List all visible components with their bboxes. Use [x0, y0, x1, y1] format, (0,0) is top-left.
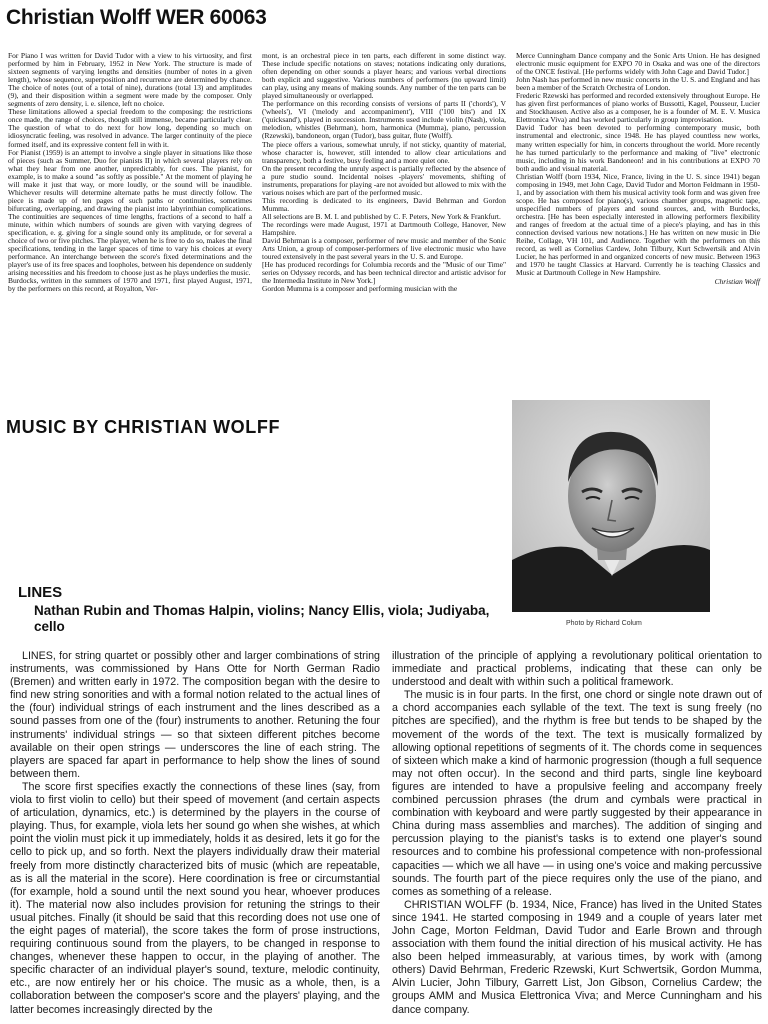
photo-credit: Photo by Richard Colum	[566, 620, 642, 627]
paragraph: For Piano I was written for David Tudor with a view to his virtuosity, and first performed by him in February, 1952 in New York. The structure is made of sixteen segments of varying lengths and densities (number of notes in a given length), whose sequence, superposition and recurrence are determined by chance. The choice of notes (out of a total of nine), durations (total 13) and amplitudes (9), and their disposition within a segment were made by the composer. Only segments of zero density, i. e. silence, left no choice.	[8, 51, 252, 109]
paragraph: Merce Cunningham Dance company and the Sonic Arts Union. He has designed electronic music equipment for EXPO 70 in Osaka and was one of the directors of the ONCE festival. [He performs widely with John Cage and David Tudor.]	[516, 51, 760, 77]
paragraph: [He has produced recordings for Columbia records and the "Music of our Time" series on Odyssey records, and has been technical director and artistic advisor for the Intermedia Institute in New York.]	[262, 260, 506, 286]
paragraph: The recordings were made August, 1971 at Dartmouth College, Hanover, New Hampshire.	[262, 219, 506, 238]
paragraph: The music is in four parts. In the first, one chord or single note drawn out of a chord accompanies each syllable of the text. The text is sung freely (no pitches are specified), and the rhythm is free but tends to be shaped by the movement of the words of the text. The text is musically formalized by allowing optional repetitions of segments of it. The chords come in sequences of sixteen which make a kind of harmonic progression (though a full sequence may not often occur). In the second and third parts, single line keyboard figures are intended to have a propulsive feeling and accompany freely combined percussion phrases (the drum and cymbals were practical in combination with keyboard and were partly suggested by their appearance in China during mass assemblies and marches). The addition of singing and percussion playing to the pianist's tasks is to extend one player's sound resources and to combine his professional competence with non-professional capacities — which we all have — in using one's voice and making percussive sounds. The fourth part of the piece requires only the use of the piano, and comes as something of a release.	[392, 689, 762, 898]
paragraph: mont, is an orchestral piece in ten parts, each different in some distinct way. These include specific notations on staves; notations indicating only durations, often depending on other sounds a player hears; and various verbal directions both explicit and suggestive. Various numbers of performers (no upward limit) can play, using any means of making sounds. Any number of the ten parts can be played simultaneously or overlapped.	[262, 51, 506, 101]
paragraph: The score first specifies exactly the connections of these lines (say, from viola to first violin to cello) but their speed of movement (and certain aspects of articulation, dynamics, etc.) is determined by the players in the course of playing. Thus, for example, viola lets her sound go when she wishes, at which point the violin must pick it up immediately, holds it as desired, lets it go for the cello to pick up, and so forth. Next the players individually draw their material freely from more distinctly characterized bits of music (which are repeatable, as is all the material in the score). Here coordination is free or circumstantial (for example, hold a sound until the next sound you hear, whoever produces it). The material now also includes provision for retuning the strings to their usual pitches. Finally (it should be said that this recording does not use one of the eight pages of material), the score takes the form of prose instructions, requiring continuous sound from the players, to be changed in response to changes, whenever these happen to occur, in the playing of another. The specific character of an individual player's sound, texture, melodic continuity, etc., are now entirely her or his choice. The music as a whole, then, is a collaboration between the composer's score and the players' playing, and the latter becomes increasingly directed by the	[10, 780, 380, 1016]
lines-notes-left-column	[10, 650, 380, 1024]
paragraph: All selections are B. M. I. and published by C. F. Peters, New York & Frankfurt.	[262, 211, 501, 221]
paragraph: illustration of the principle of applying a revolutionary political orientation to immediate and practical problems, indicating that these can only be understood and dealt with within such a political framework.	[392, 650, 762, 689]
liner-notes-column-3	[516, 52, 760, 286]
liner-notes-column-2	[262, 52, 506, 293]
paragraph: LINES, for string quartet or possibly other and larger combinations of string instruments, was commissioned by Hans Otte for North German Radio (Bremen) and written early in 1972. The composition began with the desire to find new string sonorities and with a formal notion related to the actual lines of the (four) individual strings of each instrument and the lines described as a sound passes from one of the (four) instruments to another. Retuning the four instruments' individual strings — so that sixteen different pitches become available on their open strings — underscores the line of each string. The players are spaced far apart in performance to help show the lines of sound between them.	[10, 650, 380, 780]
lines-notes-right-column	[392, 650, 762, 1024]
paragraph: David Tudor has been devoted to performing contemporary music, both instrumental and electronic, since 1948. He has played countless new works, many written especially for him, in concerts throughout the world. More recently he has turned particularly to the performance and making of "live" electronic music, including in his work Bandoneon! and in his contributions at EXPO 70 both audio and visual material.	[516, 123, 760, 173]
paragraph: These limitations allowed a special freedom to the composing: the restrictions once made, the range of choices, though still immense, became particularly clear. The question of what to do next for how long, depending so much on idiosyncratic feeling, was resolved in advance. The larger continuity of the piece formed itself, and its expressive content fell in with it.	[8, 107, 252, 149]
page-title: Christian Wolff WER 60063	[6, 6, 267, 29]
paragraph: For Pianist (1959) is an attempt to involve a single player in situations like those of pieces (such as Summer, Duo for pianists II) in which several players rely on what they hear from one another, unpredictably, for cues. The pianist, for example, is to make a sound "as softly as possible." At the moment of playing he will make it just that way, or more loudly, or the sound will be inaudible. Whichever results will determine alternate paths he must directly follow. The piece is made up of ten pages of such paths or continuities, sometimes bifurcating, overlapping, and drawing the pianist into labyrinthian complications. The continuities are sequences of time lengths, fractions of a second to half a minute, within which numbers of sounds are given with varying degrees of specification, e. g. giving for a single sound only its amplitude, or for several a choice of two or five pitches. The player, when he is free to do so, makes the final specifications, tending in the larger spaces of time to vary his choices at every performance. An interchange between the score's fixed determinations and the player's use of its free spaces and loopholes, between his dependence on suddenly arising necessities and his freedom to choose just as he plays underlies the music.	[8, 147, 252, 278]
paragraph: Frederic Rzewski has performed and recorded extensively throughout Europe. He has given first performances of piano works of Bussotti, Kagel, Pousseur, Lucier and Stockhausen. Active also as a composer, he is a founder of M. E. V. Musica Elettronica Viva) and has worked particularly in group improvisation.	[516, 91, 760, 125]
paragraph: On the present recording the unruly aspect is partially reflected by the absence of a pure studio sound. Incidental noises -players' movements, shifting of instruments, preparations for playing -are not avoided but allowed to mix with the various noises which are part of the performed music.	[262, 163, 506, 197]
performers-credit: Nathan Rubin and Thomas Halpin, violins; Nancy Ellis, viola; Judiyaba, cello	[34, 603, 490, 634]
paragraph: David Behrman is a composer, performer of new music and member of the Sonic Arts Union, a group of composer-performers of live electronic music who have toured extensively in the past several years in the U. S. and Europe.	[262, 236, 506, 262]
paragraph: Christian Wolff (born 1934, Nice, France, living in the U. S. since 1941) began composing in 1949, met John Cage, David Tudor and Morton Feldmann in 1950-1, and by association with them his musical activity took form and was given free scope. He has composed for piano(s), various chamber groups, magnetic tape, unspecified numbers of players and sound sources, and, with Burdocks, orchestra. [He has been especially interested in allowing performers flexibility and ranges of freedom at the actual time of a piece's playing, and has in this connection devised various new notations.] He has written on new music in Die Reihe, Collage, VH 101, and Audience. Together with the performers on this record, as well as Cornelius Cardew, John Tilbury, Kurt Schwertsik and Alvin Lucier, he has performed in and organized concerts of new music. Between 1963 and 1970 he taught Classics at Harvard. Currently he is teaching Classics and Music at Dartmouth College in New Hampshire.	[516, 171, 760, 278]
composer-portrait-photo	[512, 400, 710, 612]
paragraph: Burdocks, written in the summers of 1970 and 1971, first played August, 1971, by the performers on this record, at Royalton, Ver-	[8, 276, 252, 294]
liner-notes-column-1	[8, 52, 252, 293]
paragraph: Gordon Mumma is a composer and performing musician with the	[262, 284, 458, 294]
signature: Christian Wolff	[714, 277, 760, 287]
paragraph: The performance on this recording consists of versions of parts II ('chords'), V ('wheels'), VI ('melody and accompaniment'), VIII ('100 bits') and IX ('quicksand'), played in succession. Instruments used include violin (Nash), viola, melodion, whistles (Behrman), horn, harmonica (Mumma), piano, percussion (Rzewski), bandoneon, organ (Tudor), bass guitar, flute (Wolff).	[262, 99, 506, 141]
paragraph: This recording is dedicated to its engineers, David Behrman and Gordon Mumma.	[262, 195, 506, 213]
piece-title: LINES	[18, 584, 63, 601]
portrait-illustration	[512, 400, 710, 612]
paragraph: CHRISTIAN WOLFF (b. 1934, Nice, France) has lived in the United States since 1941. He started composing in 1949 and a couple of years later met John Cage, Morton Feldman, David Tudor and Earle Brown and through association with them found the initial direction of his musical activity. He has also been helped immeasurably, at various times, by work with (among others) David Behrman, Frederic Rzewski, Kurt Schwertsik, Gordon Mumma, Alvin Lucier, John Tilbury, Garrett List, Jon Gibson, Cornelius Cardew; the groups AMM and Musica Elettronica Viva; and Merce Cunningham and his dance company.	[392, 898, 762, 1016]
paragraph: The piece offers a various, somewhat unruly, if not sticky, quantity of material, whose character is, however, still intended to allow clear articulations and transparency, both a festive, busy feeling and a more quiet one.	[262, 139, 506, 165]
paragraph: John Nash has performed in new music concerts in the U. S. and England and has been a member of the Scratch Orchestra of London.	[516, 75, 760, 93]
section-heading: MUSIC BY CHRISTIAN WOLFF	[6, 417, 281, 437]
